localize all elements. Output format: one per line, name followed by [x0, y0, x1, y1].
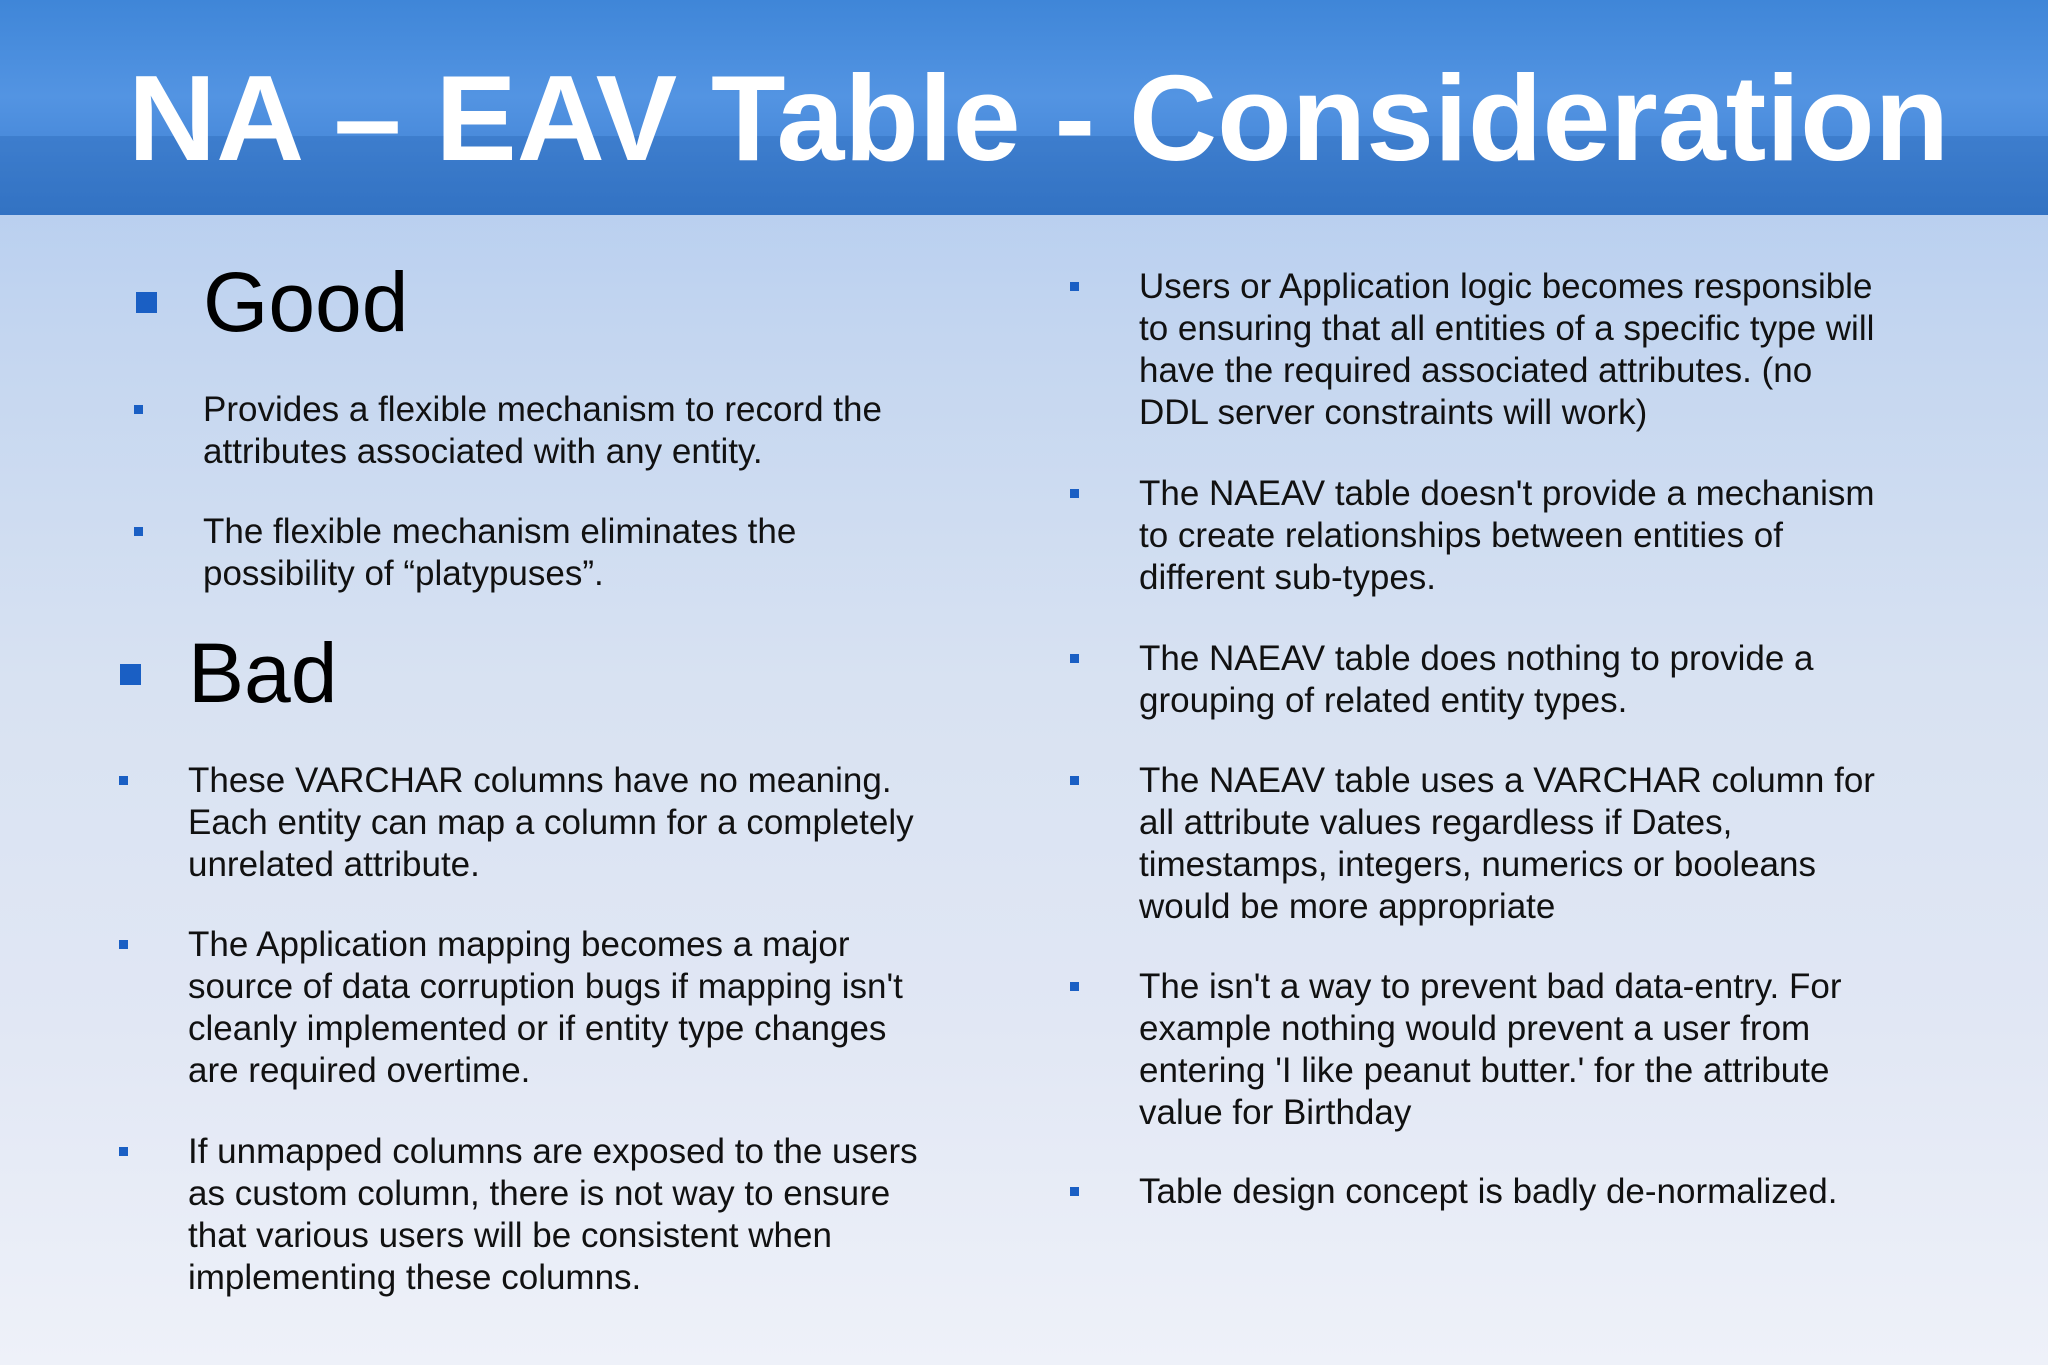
- bullet-square-icon: [136, 292, 157, 313]
- bullet-square-icon: [1070, 282, 1079, 291]
- good-heading: Good: [203, 255, 409, 349]
- bullet-square-icon: [134, 405, 143, 414]
- consideration-item-text: Users or Application logic becomes responsible to ensuring that all entities of a specific type will have the required associated attributes. (no DDL server constraints will work): [1139, 267, 1875, 432]
- bullet-square-icon: [134, 527, 143, 536]
- bullet-square-icon: [119, 940, 128, 949]
- bad-item-text: These VARCHAR columns have no meaning. Each entity can map a column for a completely unrelated attribute.: [188, 761, 914, 884]
- bullet-square-icon: [1070, 654, 1079, 663]
- consideration-item-text: The NAEAV table does nothing to provide a grouping of related entity types.: [1139, 639, 1814, 720]
- bullet-square-icon: [1070, 489, 1079, 498]
- good-item-text: The flexible mechanism eliminates the possibility of “platypuses”.: [203, 512, 797, 593]
- bad-item-text: The Application mapping becomes a major source of data corruption bugs if mapping isn't cleanly implemented or if entity type changes are required overtime.: [188, 925, 903, 1090]
- bullet-square-icon: [120, 664, 141, 685]
- bullet-square-icon: [1070, 776, 1079, 785]
- bullet-square-icon: [119, 776, 128, 785]
- consideration-item-text: The NAEAV table doesn't provide a mechanism to create relationships between entities of different sub-types.: [1139, 474, 1875, 597]
- consideration-item-text: Table design concept is badly de-normalized.: [1139, 1172, 1838, 1211]
- consideration-item-text: The NAEAV table uses a VARCHAR column for all attribute values regardless if Dates, timestamps, integers, numerics or booleans would be more appropriate: [1139, 761, 1875, 926]
- title-bar: [0, 0, 2048, 215]
- bullet-square-icon: [1070, 982, 1079, 991]
- bad-item-text: If unmapped columns are exposed to the users as custom column, there is not way to ensure that various users will be consistent when implementing these columns.: [188, 1132, 918, 1297]
- good-item-text: Provides a flexible mechanism to record the attributes associated with any entity.: [203, 390, 882, 471]
- slide-title: NA – EAV Table - Consideration: [128, 50, 1950, 186]
- bad-heading: Bad: [188, 626, 338, 720]
- bullet-square-icon: [1070, 1187, 1079, 1196]
- bullet-square-icon: [119, 1147, 128, 1156]
- consideration-item-text: The isn't a way to prevent bad data-entry. For example nothing would prevent a user from entering 'I like peanut butter.' for the attribute value for Birthday: [1139, 967, 1842, 1132]
